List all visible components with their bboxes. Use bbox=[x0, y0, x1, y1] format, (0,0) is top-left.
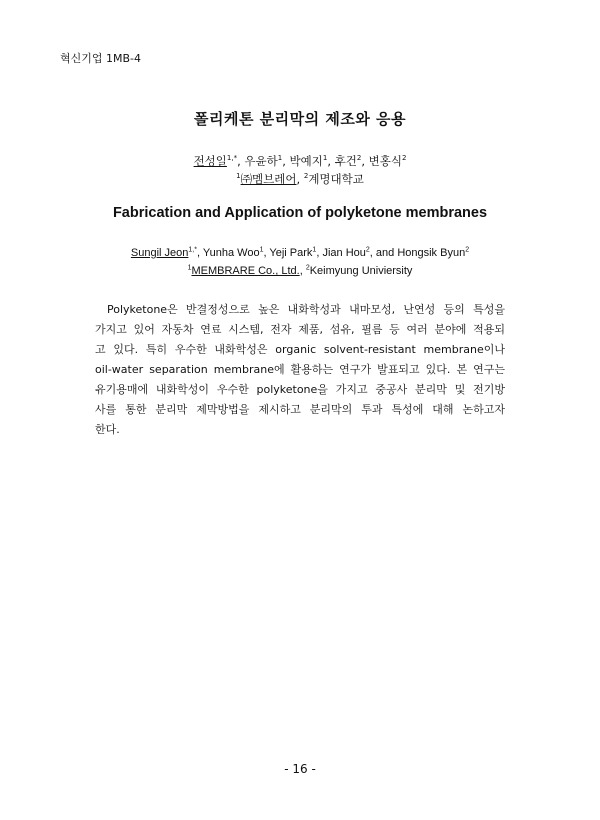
abstract-line: 사를 통한 분리막 제막방법을 제시하고 분리막의 투과 특성에 대해 논하고자 bbox=[95, 403, 505, 416]
korean-author: 변홍식$^2$ bbox=[368, 154, 407, 168]
korean-affiliation: $^2$계명대학교 bbox=[303, 172, 364, 186]
english-title: Fabrication and Application of polyketone membranes bbox=[112, 205, 488, 221]
english-author: Sungil Jeon$^{1,*}$, bbox=[130, 246, 203, 259]
abstract-line: 고 있다. 특히 우수한 내화학성은 organic solvent-resistant membrane이나 bbox=[95, 343, 505, 356]
abstract-line: oil-water separation membrane에 활용하는 연구가 발표되고 있다. 본 연구는 bbox=[95, 363, 505, 376]
english-author: Yunha Woo$^1$, bbox=[202, 246, 270, 259]
korean-affiliations bbox=[0, 170, 600, 188]
abstract-line: 유기용매에 내화학성이 우수한 polyketone을 가지고 중공사 분리막 및 전기방 bbox=[95, 383, 505, 396]
korean-author: 우윤하$^1$, bbox=[244, 154, 290, 168]
korean-affiliation: $^1$㈜멤브레어, bbox=[236, 172, 304, 186]
english-author: Jian Hou$^2$, and bbox=[322, 246, 398, 259]
korean-title: 폴리케톤 분리막의 제조와 응용 bbox=[193, 110, 407, 128]
english-author-list bbox=[0, 244, 600, 262]
korean-author-list bbox=[0, 152, 600, 170]
english-affiliation: $^1$MEMBRARE Co., Ltd., bbox=[187, 264, 306, 277]
english-author: Hongsik Byun$^2$ bbox=[397, 246, 470, 259]
abstract-line: 한다. bbox=[95, 423, 120, 436]
english-affiliation: $^2$Keimyung Univiersity bbox=[305, 264, 413, 277]
korean-author: 후건$^2$, bbox=[334, 154, 369, 168]
session-code: 혁신기업 1MB-4 bbox=[60, 52, 142, 65]
english-authors-block bbox=[0, 244, 600, 280]
english-author: Yeji Park$^1$, bbox=[269, 246, 323, 259]
korean-author: 박예지$^1$, bbox=[289, 154, 335, 168]
korean-authors-block bbox=[0, 152, 600, 188]
korean-author: 전성일$^{1,*}$, bbox=[193, 154, 245, 168]
page-number: - 16 - bbox=[284, 762, 316, 776]
abstract-line: Polyketone은 반결정성으로 높은 내화학성과 내마모성, 난연성 등의 특성을 bbox=[107, 303, 505, 316]
abstract-line: 가지고 있어 자동차 연료 시스템, 전자 제품, 섬유, 필름 등 여러 분야에 적용되 bbox=[95, 323, 505, 336]
english-affiliations bbox=[0, 262, 600, 280]
abstract-body bbox=[95, 300, 505, 440]
